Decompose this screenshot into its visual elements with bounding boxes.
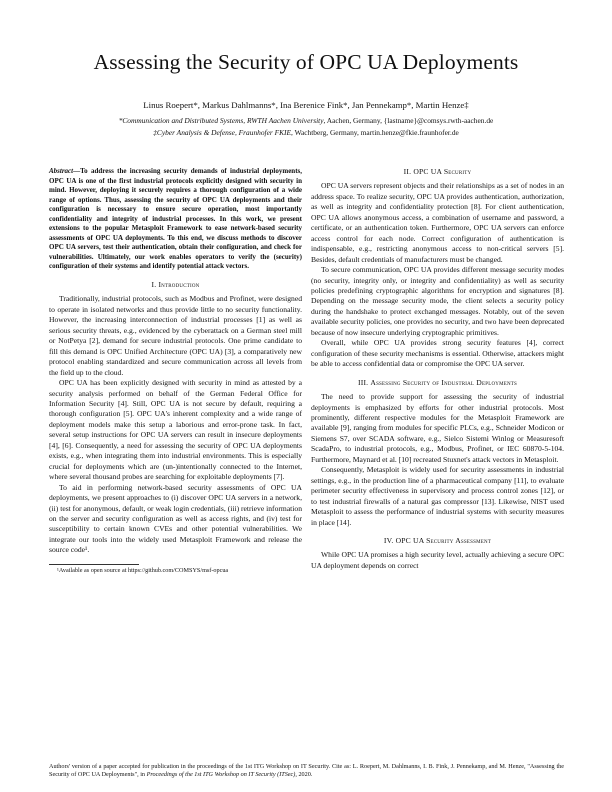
abstract: [49, 167, 302, 272]
footnote-rule: [49, 564, 139, 565]
abstract-lead: Abstract: [49, 167, 74, 175]
affiliation-2: [0, 128, 612, 137]
citation-venue: Proceedings of the 1st ITG Workshop on IT Security (ITSec): [146, 771, 296, 778]
section-title: OPC UA Security Assessment: [395, 535, 492, 545]
paper-title: Assessing the Security of OPC UA Deployments: [93, 50, 519, 74]
section-title: Introduction: [158, 280, 200, 290]
intro-paragraph-2: OPC UA has been explicitly designed with security in mind as attested by a security analysis performed on behalf of the German Federal Office for Information Security [4]. Still, OPC UA is not secure by default, requiring a thorough configuration [5]. OPC UA's inherent complexity and a wide range of deployment models make this setup a laborious and error-prone task. In fact, several setup instructions for OPC UA servers can result in insecure deployments [4], [6]. Consequently, a need for assessing the security of OPC UA deployments exists, e.g., when integrating them into industrial environments. This is especially crucial for deployments which are (un-)intentionally connected to the Internet, where several thousand probes are searching for exploitable deployments [7].: [49, 378, 302, 482]
citation-note: [49, 763, 564, 779]
section-number: III.: [357, 377, 369, 387]
assessing-paragraph-2: Consequently, Metasploit is widely used for security assessments in industrial settings, e.g., in the production line of a pharmaceutical company [11], to evaluate perimeter security effectiveness in supervisory and process control zones [12], or to test industrial firewalls of a natural gas compressor [13]. Likewise, NIST used Metasploit to assess the performance of industrial systems with security measures in place [14].: [311, 465, 564, 527]
author-list: Linus Roepert*, Markus Dahlmanns*, Ina Berenice Fink*, Jan Pennekamp*, Martin Henze‡: [143, 100, 469, 110]
intro-paragraph-3: To aid in performing network-based security assessments of OPC UA deployments, we present approaches to (i) discover OPC UA servers in a network, (ii) test for anonymous, default, or weak login credentials, (iii) retrieve information on the server and security configuration as well as access rights, and (iv) test for susceptibility to certain known CVEs and other potential vulnerabilities. We integrate our tools into the widely used Metasploit Framework and release the source code¹.: [49, 482, 302, 555]
section-heading-security-assessment: [311, 536, 564, 546]
affiliation-1-org: *Communication and Distributed Systems, RWTH Aachen University: [118, 116, 324, 125]
right-column: [311, 167, 564, 571]
opcua-paragraph-3: Overall, while OPC UA provides strong security features [4], correct configuration of these security mechanisms is essential. Otherwise, attackers might be able to access confidential data or compromise the OPC UA server.: [311, 338, 564, 369]
intro-paragraph-1: Traditionally, industrial protocols, such as Modbus and Profinet, were designed to operate in isolated networks and thus provide little to no security functionality. However, the increasing interconnection of industrial processes [1] as well as serious security threats, e.g., evidenced by the cyberattack on a German steel mill or NotPetya [2], demand for secure industrial protocols. One prime candidate to fill this demand is OPC Unified Architecture (OPC UA) [3], a comparatively new protocol enabling standardized and secure communication across all levels from the field up to the cloud.: [49, 294, 302, 377]
section-number: I.: [151, 280, 157, 290]
footnote-source-code: ¹Available as open source at https://github.com/COMSYS/msf-opcua: [57, 566, 229, 574]
opcua-paragraph-1: OPC UA servers represent objects and their relationships as a set of nodes in an address space. To realize security, OPC UA provides authentication, authorization, as well as integrity and confidentiality protection [8]. For client authentication, OPC UA allows anonymous access, a combination of username and password, a certificate, or an authentication token. Furthermore, OPC UA servers can enforce access control for each node. Correct configuration of authentication is indispensable, e.g., restricting anonymous access to non-critical servers [5]. Besides, default credentials of manufacturers must be changed.: [311, 181, 564, 264]
section-heading-opcua-security: [311, 167, 564, 177]
affiliation-2-location: , Wachtberg, Germany, martin.henze@fkie.fraunhofer.de: [291, 128, 459, 137]
section-heading-introduction: [49, 280, 302, 290]
section-heading-assessing-security: [311, 378, 564, 388]
section-number: II.: [403, 167, 412, 176]
section-number: IV.: [383, 535, 394, 545]
assessment-paragraph-1: While OPC UA promises a high security level, actually achieving a secure OPC UA deployment depends on correct: [311, 550, 564, 570]
section-title: OPC UA Security: [413, 167, 472, 176]
left-column: [49, 167, 302, 575]
section-title: Assessing Security of Industrial Deployments: [370, 377, 518, 387]
citation-lead: Authors' version of a paper accepted for publication in the proceedings of the 1st ITG Workshop on IT Security. Cite as: L. Roepert, M. Dahlmanns, I. B. Fink, J. Pennekamp, and M. Henze, "Assessing the Security of OPC UA Deployments", in: [49, 763, 564, 778]
abstract-text: —To address the increasing security demands of industrial deployments, OPC UA is one of the first industrial protocols explicitly designed with security in mind. However, deploying it securely requires a thorough configuration of a wide range of options. Thus, assessing the security of OPC UA deployments and their configuration is necessary to ensure secure operation, most importantly confidentiality and integrity of industrial processes. In this work, we present extensions to the popular Metasploit Framework to ease network-based security assessments of OPC UA deployments. To this end, we discuss methods to discover OPC UA servers, test their authentication, obtain their configuration, and check for vulnerabilities. Ultimately, our work enables operators to verify the (security) configuration of their systems and identify potential attack vectors.: [49, 167, 302, 271]
affiliation-2-org: ‡Cyber Analysis & Defense, Fraunhofer FKIE: [153, 128, 292, 137]
citation-tail: , 2020.: [295, 771, 313, 778]
affiliation-1-location: , Aachen, Germany, {lastname}@comsys.rwth-aachen.de: [323, 116, 494, 125]
affiliation-1: [0, 116, 612, 125]
opcua-paragraph-2: To secure communication, OPC UA provides different message security modes (no security, integrity only, or integrity and confidentiality) as well as security policies predefining cryptographic algorithms for encryption and signatures [8]. Depending on the message security mode, the client selects a security policy during the handshake to protect exchanged messages. Notably, out of the seven available security policies, one provides no security, and two have been deprecated because of now insecure underlying cryptographic primitives.: [311, 265, 564, 337]
assessing-paragraph-1: The need to provide support for assessing the security of industrial deployments is emphasized by efforts for other industrial protocols. Most prominently, different respective modules for the Metasploit Framework are available [9], ranging from modules for specific PLCs, e.g., Schneider Modicon or Siemens S7, over SCADA software, e.g., Sielco Sistemi Winlog or Measuresoft ScadaPro, to industrial protocols, e.g., Modbus, Profinet, or IEC 60870-5-104. Furthermore, Maynard et al. [10] recreated Stuxnet's attack vectors in Metasploit.: [311, 392, 564, 464]
